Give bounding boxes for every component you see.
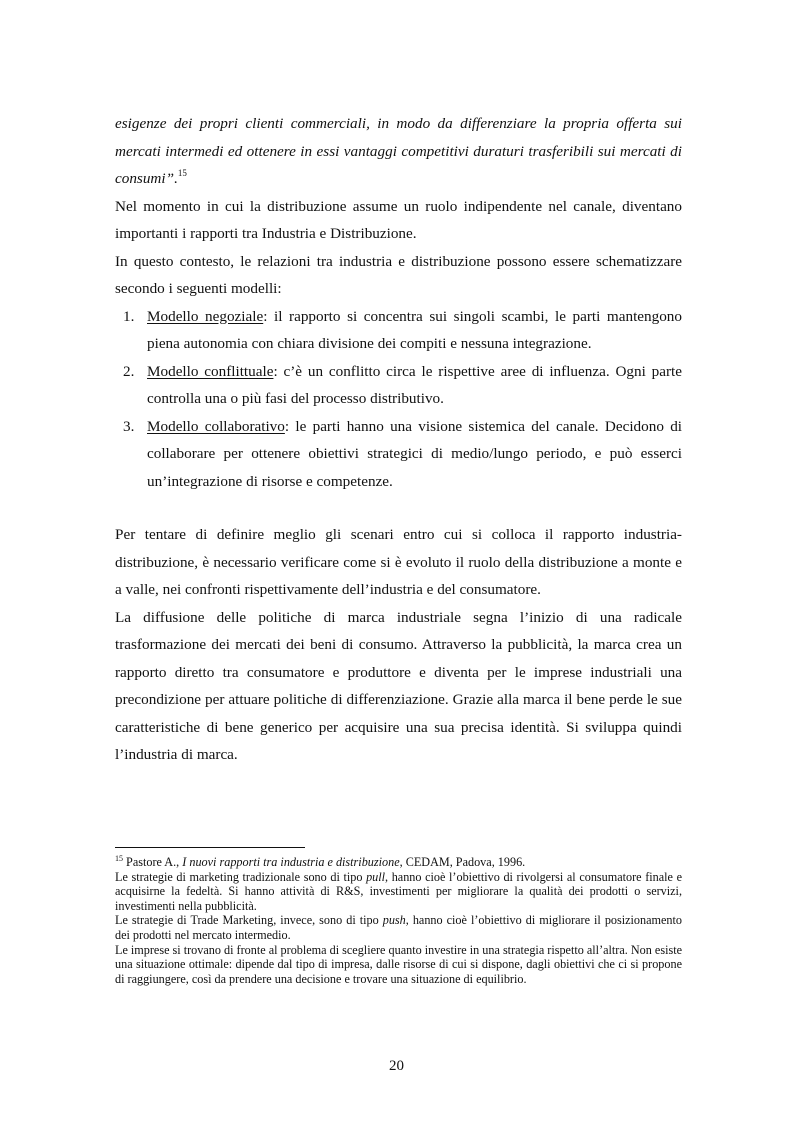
footnote-push xyxy=(115,913,682,942)
paragraph-scenari: Per tentare di definire meglio gli scenari entro cui si colloca il rapporto industria-distribuzione, è necessario verificare come si è evoluto il ruolo della distribuzione a monte e a valle, nei confronti rispettivamente dell’industria e del consumatore. xyxy=(115,526,682,598)
model-item-collaborative xyxy=(115,413,682,496)
term-pull: pull xyxy=(366,869,386,884)
page-body xyxy=(115,110,682,769)
models-list xyxy=(115,303,682,496)
paragraph-marca: La diffusione delle politiche di marca industriale segna l’inizio di una radicale trasformazione dei mercati dei beni di consumo. Attraverso la pubblicità, la marca crea un rapporto diretto tra consumatore e produttore e diventa per le imprese industriali una precondizione per attuare politiche di differenziazione. Grazie alla marca il bene perde le sue caratteristiche di bene generico per acquisire una sua precisa identità. Si sviluppa quindi l’industria di marca. xyxy=(115,608,682,763)
citation-title: I nuovi rapporti tra industria e distribuzione xyxy=(182,855,400,869)
quote-paragraph xyxy=(115,110,682,193)
model-term: Modello collaborativo xyxy=(147,417,285,435)
paragraph-context: In questo contesto, le relazioni tra industria e distribuzione possono essere schematizzare secondo i seguenti modelli: xyxy=(115,252,682,297)
citation-rest: , CEDAM, Padova, 1996. xyxy=(399,855,526,869)
model-description: : c’è un conflitto circa le rispettive aree di influenza. Ogni parte controlla una o più fasi del processo distributivo. xyxy=(147,362,683,407)
list-number: 3. xyxy=(123,417,135,435)
list-number: 2. xyxy=(123,362,135,380)
footnote-separator xyxy=(115,847,305,848)
quote-text: esigenze dei propri clienti commerciali, in modo da differenziare la propria offerta sui mercati intermedi ed ottenere in essi vantaggi competitivi duraturi trasferibili sui mercati di consumi”. xyxy=(115,115,682,187)
footnote-choice: Le imprese si trovano di fronte al problema di scegliere quanto investire in una strategia rispetto all’altra. Non esiste una situazione ottimale: dipende dal tipo di impresa, dalle risorse di cui si dispone, dagli obiettivi che ci si propone di raggiungere, così da prendere una decisione e trovare una situazione di equilibrio. xyxy=(115,942,682,986)
page-number: 20 xyxy=(389,1058,404,1074)
model-item-negotiating xyxy=(115,303,682,358)
citation-author: Pastore A., xyxy=(126,855,180,869)
footnote-pull xyxy=(115,870,682,914)
footnote-text: , hanno cioè l’obiettivo di migliorare il posizionamento dei prodotti nel mercato intermedio. xyxy=(115,913,682,942)
model-term: Modello conflittuale xyxy=(147,362,274,380)
model-description: : il rapporto si concentra sui singoli scambi, le parti mantengono piena autonomia con chiara divisione dei compiti e nessuna integrazione. xyxy=(147,307,682,352)
footnote-citation xyxy=(115,855,682,870)
term-push: push xyxy=(382,913,406,928)
model-term: Modello negoziale xyxy=(147,307,264,325)
footnote-text: Le strategie di Trade Marketing, invece, sono di tipo xyxy=(115,913,383,928)
paragraph-distribution: Nel momento in cui la distribuzione assume un ruolo indipendente nel canale, diventano importanti i rapporti tra Industria e Distribuzione. xyxy=(115,197,682,242)
paragraph-spacer xyxy=(115,495,682,521)
footnotes xyxy=(115,855,682,986)
model-description: : le parti hanno una visione sistemica del canale. Decidono di collaborare per ottenere obiettivi strategici di medio/lungo periodo, e può esserci un’integrazione di risorse e competenze. xyxy=(147,417,683,490)
footnote-number: 15 xyxy=(115,854,123,863)
footnote-text: , hanno cioè l’obiettivo di rivolgersi al consumatore finale e acquisirne la fedeltà. Si hanno attività di R&S, investimenti per migliorare la qualità dei prodotti o servizi, investimenti nella pubblicità. xyxy=(115,869,683,913)
model-item-conflicting xyxy=(115,358,682,413)
footnote-text: Le strategie di marketing tradizionale sono di tipo xyxy=(115,869,367,884)
list-number: 1. xyxy=(123,307,135,325)
footnote-ref-15[interactable]: 15 xyxy=(177,168,187,178)
